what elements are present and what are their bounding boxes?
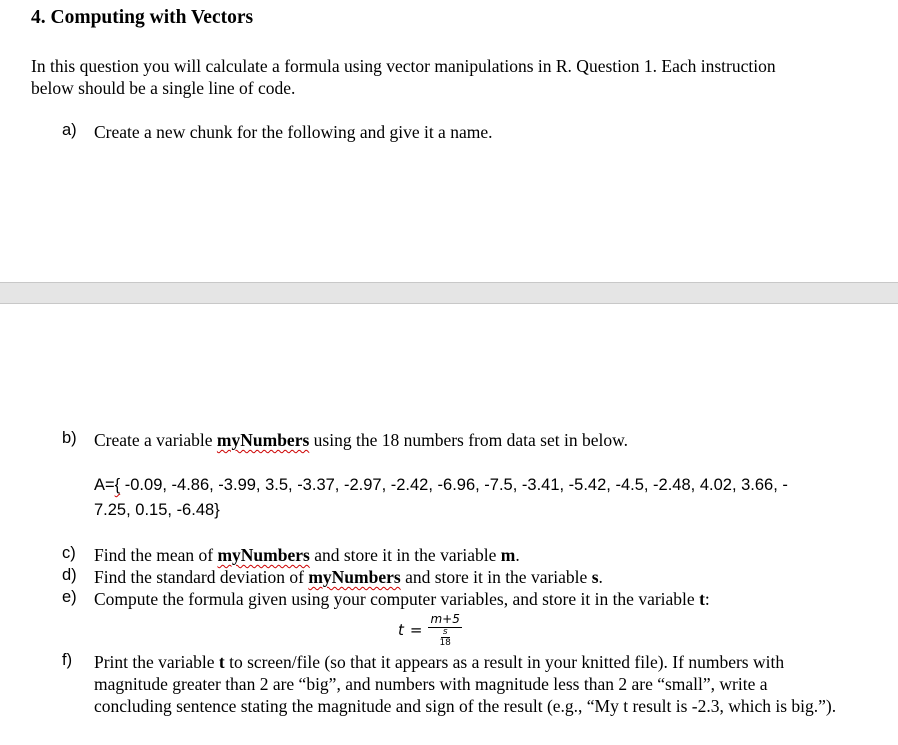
section-heading: 4. Computing with Vectors <box>31 7 254 28</box>
formula-numerator: m+5 <box>430 612 460 626</box>
item-a-label: a) <box>62 121 77 139</box>
item-c-label: c) <box>62 544 76 562</box>
variable-name: myNumbers <box>217 545 310 565</box>
dataset-values: A={ -0.09, -4.86, -3.99, 3.5, -3.37, -2.97, -2.42, -6.96, -7.5, -3.41, -5.42, -4.5, -2.48, 4.02, 3.66, - 7.25, 0.15, -6.48} <box>94 476 788 519</box>
formula-denominator: s 18 <box>439 627 451 648</box>
item-c-text: Find the mean of myNumbers and store it in the variable m. <box>94 545 520 565</box>
variable-name: myNumbers <box>308 567 401 587</box>
page-break <box>0 282 898 304</box>
variable-name: myNumbers <box>216 430 310 450</box>
formula <box>398 612 462 648</box>
item-e-text: Compute the formula given using your computer variables, and store it in the variable t: <box>94 589 710 609</box>
formula-equals: = <box>409 621 423 639</box>
formula-fraction <box>428 612 461 648</box>
item-b-text: Create a variable myNumbers using the 18 numbers from data set in below. <box>94 430 628 450</box>
item-f-label: f) <box>62 651 73 669</box>
item-f-text: Print the variable t to screen/file (so that it appears as a result in your knitted file). If numbers with magnitude greater than 2 are “big”, and numbers with magnitude less than 2 are “small”, write a concluding sentence stating the magnitude and sign of the result (e.g., “My t result is -2.3, which is big.”). <box>94 652 837 716</box>
intro-paragraph: In this question you will calculate a formula using vector manipulations in R. Question 1. Each instruction below should be a single line of code. <box>31 56 776 98</box>
item-d-text: Find the standard deviation of myNumbers and store it in the variable s. <box>94 567 603 587</box>
item-b-label: b) <box>62 429 77 447</box>
item-d-label: d) <box>62 566 77 584</box>
item-e-label: e) <box>62 588 77 606</box>
formula-lhs: t <box>398 621 404 639</box>
item-a-text: Create a new chunk for the following and give it a name. <box>94 122 493 142</box>
